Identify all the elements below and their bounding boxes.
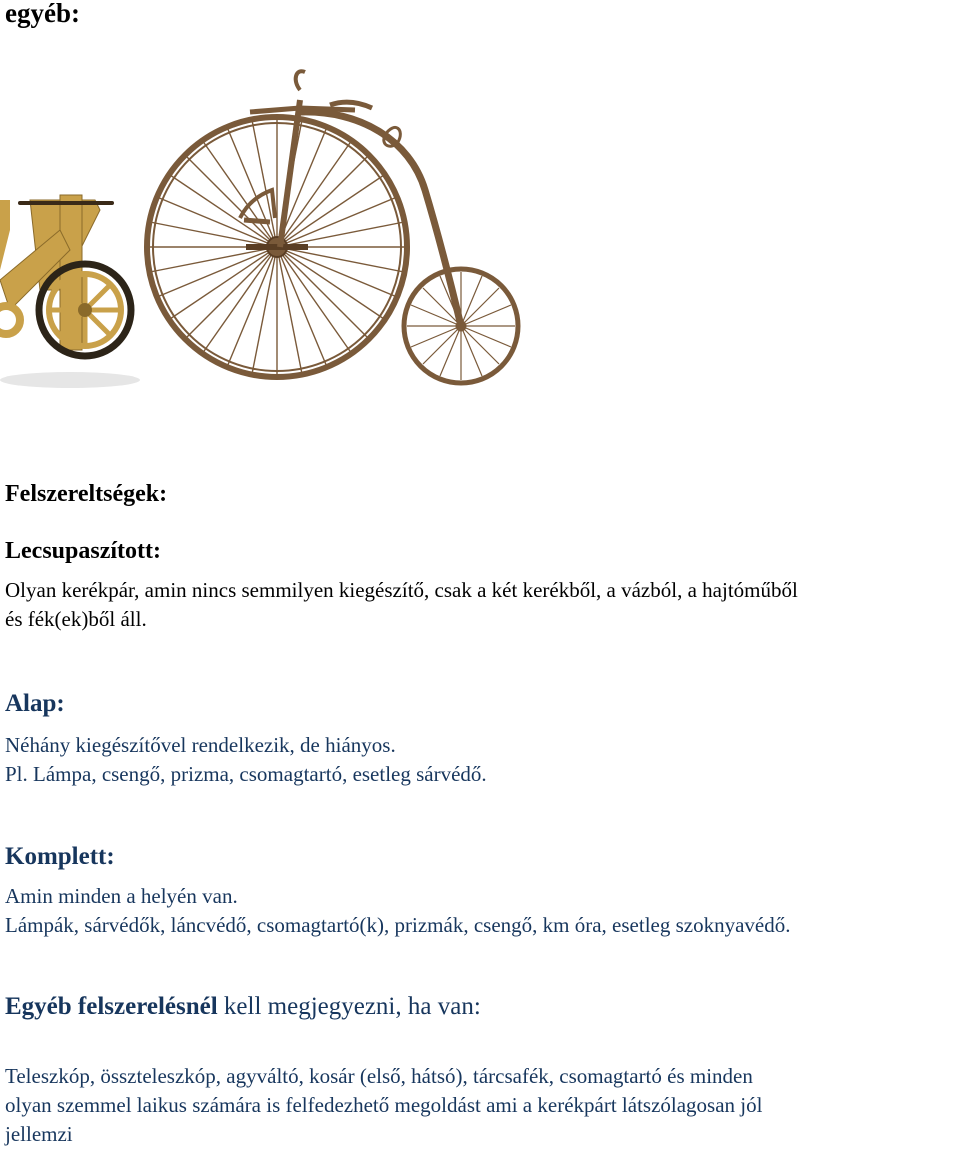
alap-line-2: Pl. Lámpa, csengő, prizma, csomagtartó, esetleg sárvédő. [5, 762, 487, 786]
egyeb-line-3: jellemzi [5, 1122, 73, 1146]
penny-farthing-image [147, 71, 518, 383]
egyeb-heading-bold: Egyéb felszerelésnél [5, 993, 218, 1020]
egyeb-line-2: olyan szemmel laikus számára is felfedezhető megoldást ami a kerékpárt látszólagosan jól [5, 1093, 763, 1117]
alap-line-1: Néhány kiegészítővel rendelkezik, de hiányos. [5, 733, 396, 757]
lecsupaszitott-line-2: és fék(ek)ből áll. [5, 607, 147, 631]
section-title: Felszereltségek: [5, 481, 168, 507]
lecsupaszitott-line-1: Olyan kerékpár, amin nincs semmilyen kiegészítő, csak a két kerékből, a vázból, a hajtóműből [5, 578, 798, 602]
komplett-line-1: Amin minden a helyén van. [5, 884, 238, 908]
cardboard-bicycle-image [0, 195, 140, 388]
egyeb-heading [5, 993, 481, 1021]
alap-title: Alap: [5, 690, 65, 717]
komplett-title: Komplett: [5, 843, 115, 870]
bicycle-illustrations [0, 50, 540, 400]
egyeb-heading-rest: kell megjegyezni, ha van: [217, 993, 481, 1020]
komplett-line-2: Lámpák, sárvédők, láncvédő, csomagtartó(k), prizmák, csengő, km óra, esetleg szoknyavédő. [5, 913, 791, 937]
egyeb-line-1: Teleszkóp, összteleszkóp, agyváltó, kosár (első, hátsó), tárcsafék, csomagtartó és minden [5, 1064, 753, 1088]
lecsupaszitott-title: Lecsupaszított: [5, 538, 161, 564]
page-heading: egyéb: [5, 0, 80, 28]
